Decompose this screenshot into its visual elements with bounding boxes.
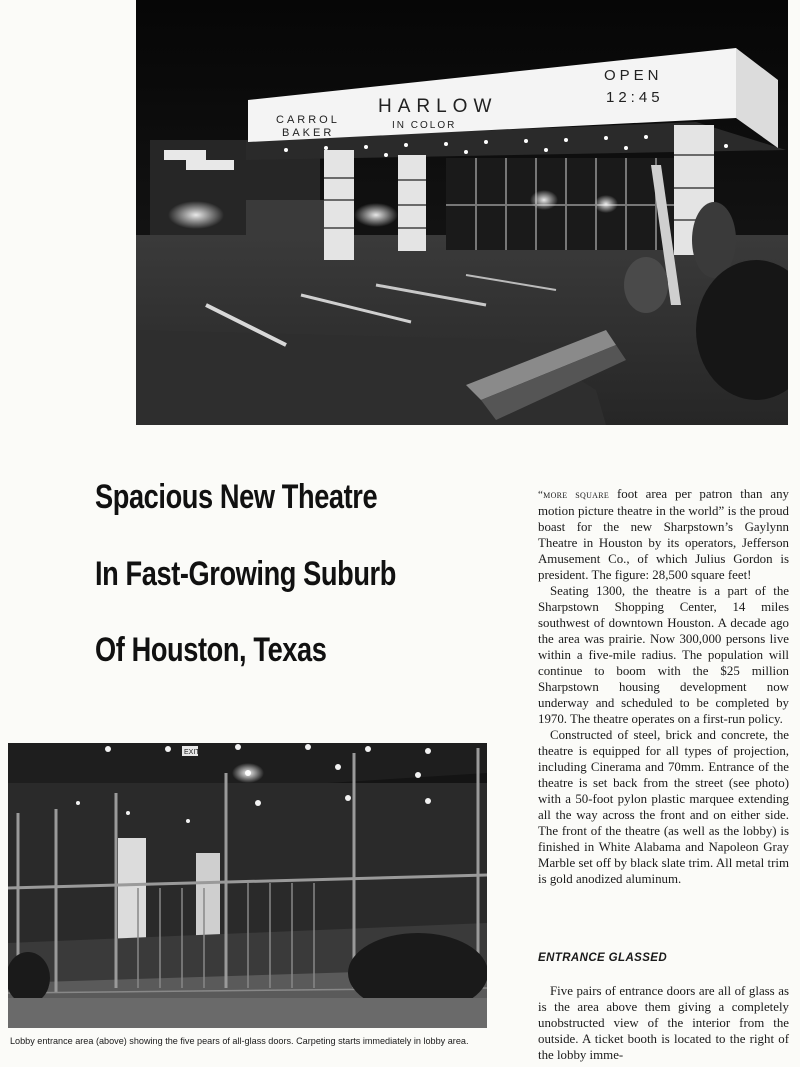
article-paragraph-2: Seating 1300, the theatre is a part of the Sharpstown Shopping Center, 14 miles southwest of downtown Houston. A decade ago the area was prairie. Now 300,000 persons live within a five-mile radius. The population will continue to boom with the $25 million Sharpstown housing development now underway and scheduled to be completed by 1970. The theatre operates on a first-run policy. [538, 584, 789, 726]
lobby-entrance-photo [8, 743, 487, 1028]
theatre-exterior-illustration [136, 0, 788, 425]
marquee-open-time: 12:45 [606, 89, 664, 106]
marquee-film-subtitle: IN COLOR [392, 120, 457, 131]
marquee-open-label: OPEN [604, 67, 663, 84]
headline-line-2: In Fast-Growing Suburb [95, 555, 396, 593]
exit-sign-text: EXIT [184, 749, 200, 756]
marquee-star-first-name: CARROL [276, 114, 340, 126]
article-paragraph-3: Constructed of steel, brick and concrete, the theatre is equipped for all types of projection, including Cinerama and 70mm. Entrance of the theatre is set back from the street (see photo) with a 50-foot pylon plastic marquee extending all the way across the front and on either side. The front of the theatre (as well as the lobby) is finished in White Alabama and Napoleon Gray Marble set off by black slate trim. All metal trim is gold anodized aluminum. [538, 728, 789, 886]
lead-in-smallcaps: “more square [538, 489, 610, 501]
section-subheading: ENTRANCE GLASSED [538, 952, 668, 964]
photo-caption: Lobby entrance area (above) showing the five pears of all-glass doors. Carpeting starts immediately in lobby area. [10, 1036, 469, 1046]
theatre-exterior-photo [136, 0, 788, 425]
article-body [538, 486, 789, 887]
paragraph-1-text: foot area per patron than any motion picture theatre in the world” is the proud boast for the new Sharpstown’s Gaylynn Theatre in Houston by its operators, Jefferson Amusement Co., of which Julius Gordon is president. The figure: 28,500 square feet! [538, 487, 789, 582]
headline-line-1: Spacious New Theatre [95, 478, 378, 516]
article-body-continued [538, 983, 789, 1063]
article-paragraph-1 [538, 486, 789, 583]
lobby-entrance-illustration [8, 743, 487, 1028]
headline-line-3: Of Houston, Texas [95, 631, 327, 669]
marquee-star-last-name: BAKER [282, 127, 335, 139]
article-paragraph-4: Five pairs of entrance doors are all of glass as is the area above them giving a completely unobstructed view of the interior from the outside. A ticket booth is located to the right of the lobby imme- [538, 984, 789, 1062]
marquee-film-title: HARLOW [378, 96, 498, 117]
